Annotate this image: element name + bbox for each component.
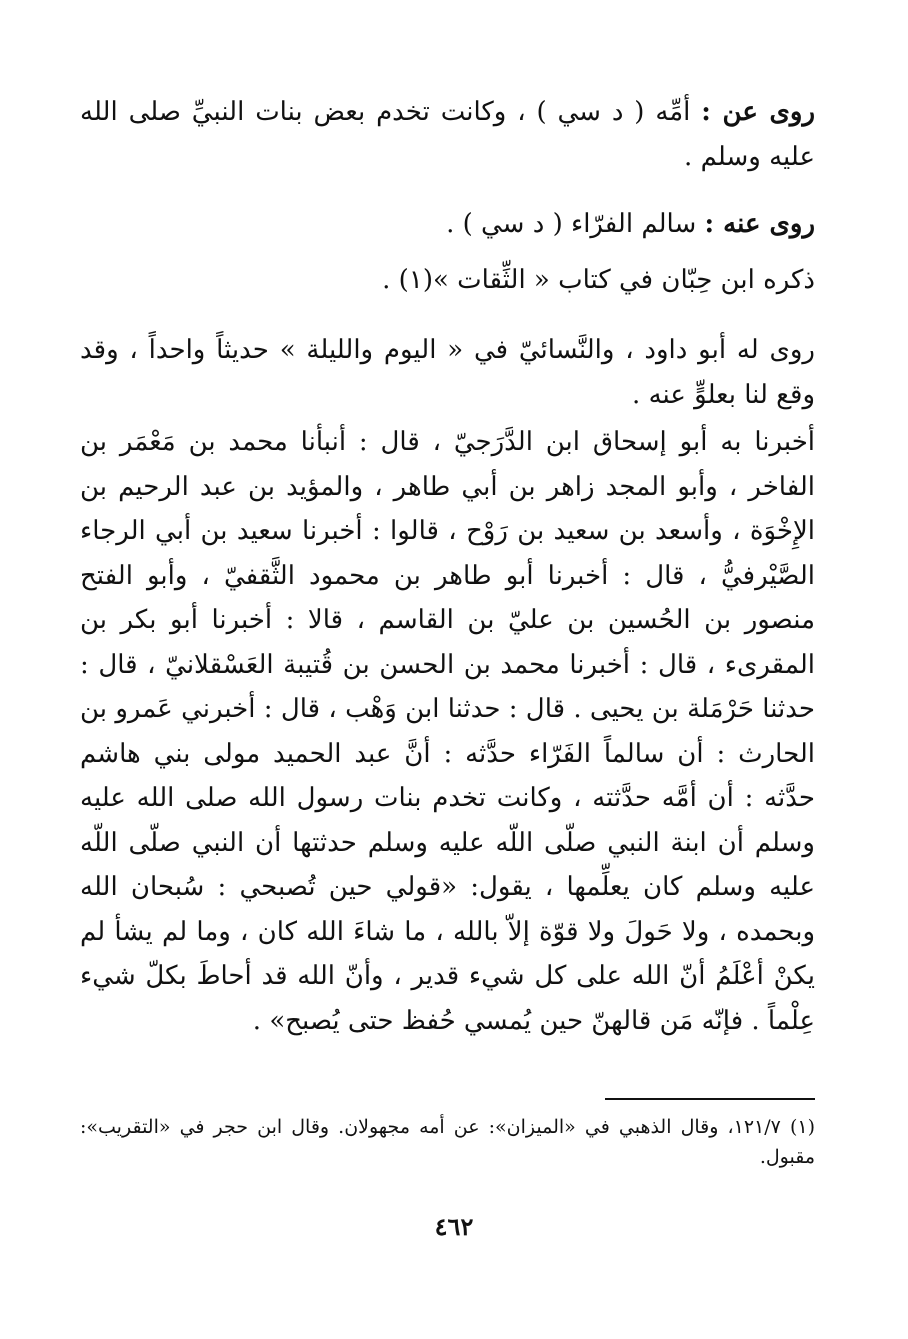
narrated-from-paragraph — [80, 90, 815, 179]
narrated-from-label: روى عن : — [701, 97, 815, 127]
thiqat-mention: ذكره ابن حِبّان في كتاب « الثِّقات »(١) . — [382, 265, 815, 295]
narration-note: روى له أبو داود ، والنَّسائيّ في « اليوم والليلة » حديثاً واحداً ، وقد وقع لنا بعلوٍّ عنه . — [80, 335, 815, 410]
narrated-by-label: روى عنه : — [704, 209, 815, 239]
footnote: (١) ١٢١/٧، وقال الذهبي في «الميزان»: عن أمه مجهولان. وقال ابن حجر في «التقريب»: مقبول. — [80, 1116, 816, 1168]
page-number: ٤٦٢ — [434, 1212, 474, 1241]
narrated-by-paragraph — [80, 202, 815, 247]
narrated-from-text: أمِّه ( د سي ) ، وكانت تخدم بعض بنات النبيِّ صلى الله عليه وسلم . — [80, 97, 815, 172]
isnad-hadith-paragraph: أخبرنا به أبو إسحاق ابن الدَّرَجيّ ، قال : أنبأنا محمد بن مَعْمَر بن الفاخر ، وأبو المجد زاهر بن أبي طاهر ، والمؤيد بن عبد الرحيم بن الإِخْوَة ، وأسعد بن سعيد بن رَوْح ، قالوا : أخبرنا سعيد بن أبي الرجاء الصَّيْرفيُّ ، قال : أخبرنا أبو طاهر بن محمود الثَّقفيّ ، وأبو الفتح منصور بن الحُسين بن عليّ بن القاسم ، قالا : أخبرنا أبو بكر بن المقرىء ، قال : أخبرنا محمد بن الحسن بن قُتيبة العَسْقلانيّ ، قال : حدثنا حَرْمَلة بن يحيى . قال : حدثنا ابن وَهْب ، قال : أخبرني عَمرو بن الحارث : أن سالماً الفَرّاء حدَّثه : أنَّ عبد الحميد مولى بني هاشم حدَّثه : أن أمَّه حدَّثته ، وكانت تخدم بنات رسول الله صلى الله عليه وسلم أن ابنة النبي صلّى اللّه عليه وسلم حدثتها أن النبي صلّى اللّه عليه وسلم كان يعلِّمها ، يقول: «قولي حين تُصبحي : سُبحان الله وبحمده ، ولا حَولَ ولا قوّة إلاّ بالله ، ما شاءَ الله كان ، وما لم يشأ لم يكنْ أعْلَمُ أنّ الله على كل شيء قدير ، وأنّ الله قد أحاطَ بكلّ شيء عِلْماً . فإنّه مَن قالهنّ حين يُمسي حُفظ حتى يُصبح» . — [80, 427, 815, 1036]
footnote-divider — [605, 1098, 815, 1100]
narrated-by-text: سالم الفرّاء ( د سي ) . — [446, 209, 705, 239]
